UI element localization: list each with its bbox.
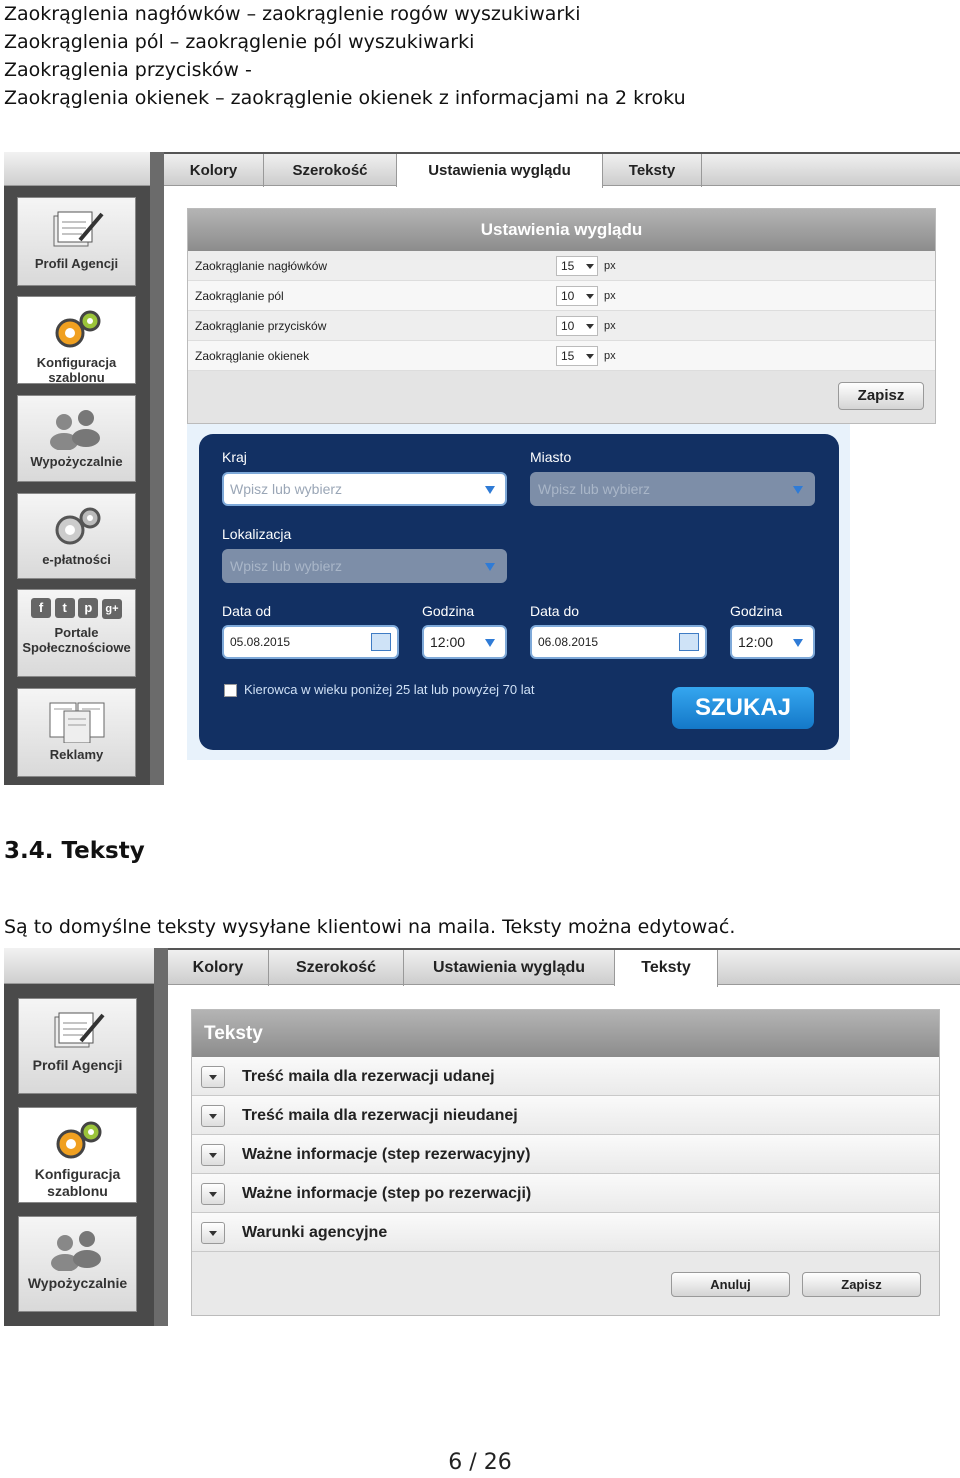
kraj-placeholder: Wpisz lub wybierz [230,481,343,497]
setting-label: Zaokrąglanie pól [195,289,284,303]
sidebar-item-label: Portale Społecznościowe [22,625,131,655]
data-od-label: Data od [222,603,272,619]
tab-teksty[interactable]: Teksty [603,154,702,187]
people-icon [43,1227,113,1271]
panel-title: Ustawienia wyglądu [188,209,935,251]
sidebar-item-e-platnosci[interactable] [17,493,136,579]
tab-ustawienia-wygladu[interactable]: Ustawienia wyglądu [397,154,603,188]
twitter-icon: t [55,598,75,618]
setting-label: Zaokrąglanie przycisków [195,319,327,333]
save-button[interactable]: Zapisz [802,1272,921,1297]
sidebar-item-wypozyczalnie[interactable] [18,1216,137,1312]
sidebar-item-konfiguracja[interactable] [17,296,136,384]
godzina-label: Godzina [730,603,783,619]
unit-label: px [604,290,616,302]
sidebar-item-profil-agencji[interactable] [18,998,137,1094]
tab-ustawienia-wygladu[interactable]: Ustawienia wyglądu [404,950,615,986]
chevron-down-icon [209,1114,217,1119]
sidebar [4,948,168,1326]
unit-label: px [604,260,616,272]
radius-select[interactable] [556,286,598,306]
text-template-row[interactable] [192,1135,939,1174]
profile-pencil-icon [42,208,112,252]
row-label: Treść maila dla rezerwacji nieudanej [242,1107,518,1124]
google-plus-icon: g+ [102,599,122,619]
expand-toggle[interactable] [201,1105,225,1127]
miasto-input[interactable] [530,472,815,506]
dropdown-arrow-icon [485,563,495,571]
driver-age-checkbox[interactable] [224,684,237,697]
lokalizacja-label: Lokalizacja [222,526,292,542]
sidebar [4,152,164,785]
calendar-icon[interactable] [679,633,699,651]
data-do-value: 06.08.2015 [538,635,599,649]
expand-toggle[interactable] [201,1222,225,1244]
tab-bar [164,152,960,186]
lokalizacja-input[interactable] [222,549,507,583]
expand-toggle[interactable] [201,1183,225,1205]
sidebar-item-wypozyczalnie[interactable] [17,395,136,482]
chevron-down-icon [209,1192,217,1197]
people-icon [42,406,112,450]
expand-toggle[interactable] [201,1144,225,1166]
radius-select[interactable] [556,346,598,366]
tab-bar [168,948,960,985]
gears-icon [43,1118,113,1162]
row-label: Ważne informacje (step rezerwacyjny) [242,1146,531,1163]
kraj-label: Kraj [222,449,247,465]
setting-label: Zaokrąglanie okienek [195,349,310,363]
dropdown-arrow-icon [793,639,803,647]
data-od-value: 05.08.2015 [230,635,291,649]
panel-title: Teksty [192,1010,939,1057]
intro-text [4,0,686,112]
search-box [199,434,839,750]
section-heading: 3.4. Teksty [4,838,145,864]
tab-kolory[interactable]: Kolory [164,154,264,187]
intro-line: Zaokrąglenia pól – zaokrąglenie pól wyszukiwarki [4,31,475,53]
godzina-label: Godzina [422,603,475,619]
gears-icon [42,504,112,548]
screenshot-texts [4,948,960,1326]
select-value: 10 [561,289,575,303]
gears-icon [42,307,112,351]
calendar-icon[interactable] [371,633,391,651]
social-icons [18,598,135,622]
sidebar-item-label: Profil Agencji [34,256,119,271]
search-button[interactable]: SZUKAJ [672,687,814,729]
select-value: 10 [561,319,575,333]
driver-age-label: Kierowca w wieku poniżej 25 lat lub powyżej 70 lat [244,682,535,697]
radius-select[interactable] [556,316,598,336]
unit-label: px [604,350,616,362]
radius-select[interactable] [556,256,598,276]
unit-label: px [604,320,616,332]
sidebar-header [4,948,154,984]
chevron-down-icon [209,1075,217,1080]
select-value: 15 [561,349,575,363]
chevron-down-icon [209,1153,217,1158]
data-od-input[interactable] [222,625,399,659]
godzina-od-input[interactable] [422,625,507,659]
screenshot-appearance-settings [4,152,960,785]
sidebar-item-label: e-płatności [42,552,111,567]
tab-teksty[interactable]: Teksty [615,950,718,987]
newspapers-icon [42,699,112,743]
lokalizacja-placeholder: Wpisz lub wybierz [230,558,343,574]
text-template-row[interactable] [192,1057,939,1096]
tab-szerokosc[interactable]: Szerokość [264,154,397,187]
intro-line: Zaokrąglenia nagłówków – zaokrąglenie rogów wyszukiwarki [4,3,581,25]
appearance-panel [187,208,936,424]
godzina-od-value: 12:00 [430,634,466,650]
godzina-do-input[interactable] [730,625,815,659]
sidebar-item-label: Wypożyczalnie [27,1275,128,1291]
sidebar-item-label: Reklamy [49,747,104,762]
setting-label: Zaokrąglanie nagłówków [195,259,328,273]
chevron-down-icon [586,264,594,269]
sidebar-item-reklamy[interactable] [17,688,136,777]
dropdown-arrow-icon [485,639,495,647]
chevron-down-icon [586,354,594,359]
sidebar-item-portale[interactable] [17,589,136,677]
profile-pencil-icon [43,1009,113,1053]
row-label: Warunki agencyjne [242,1224,388,1241]
page-number: 6 / 26 [448,1450,512,1475]
miasto-placeholder: Wpisz lub wybierz [538,481,651,497]
sidebar-item-label: Konfiguracja szablonu [34,1166,121,1199]
sidebar-item-label: Wypożyczalnie [30,454,123,469]
dropdown-arrow-icon [793,486,803,494]
sidebar-item-profil-agencji[interactable] [17,197,136,286]
expand-toggle[interactable] [201,1066,225,1088]
row-label: Ważne informacje (step po rezerwacji) [242,1185,532,1202]
data-do-input[interactable] [530,625,707,659]
miasto-label: Miasto [530,449,572,465]
text-template-row[interactable] [192,1174,939,1213]
text-template-row[interactable] [192,1213,939,1252]
setting-row [188,251,935,281]
chevron-down-icon [209,1231,217,1236]
section-paragraph: Są to domyślne teksty wysyłane klientowi na maila. Teksty można edytować. [4,916,736,938]
chevron-down-icon [586,294,594,299]
sidebar-item-konfiguracja[interactable] [18,1107,137,1203]
sidebar-header [4,152,150,186]
text-template-row[interactable] [192,1096,939,1135]
preview-area [187,424,850,760]
row-label: Treść maila dla rezerwacji udanej [242,1068,495,1085]
tab-szerokosc[interactable]: Szerokość [269,950,404,986]
data-do-label: Data do [530,603,580,619]
kraj-input[interactable] [222,472,507,506]
cancel-button[interactable]: Anuluj [671,1272,790,1297]
intro-line: Zaokrąglenia okienek – zaokrąglenie okienek z informacjami na 2 kroku [4,87,686,109]
tab-kolory[interactable]: Kolory [168,950,269,986]
save-button[interactable]: Zapisz [838,382,924,410]
godzina-do-value: 12:00 [738,634,774,650]
sidebar-item-label: Konfiguracja szablonu [36,355,117,385]
setting-row [188,341,935,371]
intro-line: Zaokrąglenia przycisków - [4,59,252,81]
select-value: 15 [561,259,575,273]
setting-row [188,281,935,311]
dropdown-arrow-icon [485,486,495,494]
facebook-icon: f [31,598,51,618]
sidebar-item-label: Profil Agencji [32,1057,123,1073]
pinterest-icon: p [78,598,98,618]
setting-row [188,311,935,341]
chevron-down-icon [586,324,594,329]
texts-panel [191,1009,940,1316]
